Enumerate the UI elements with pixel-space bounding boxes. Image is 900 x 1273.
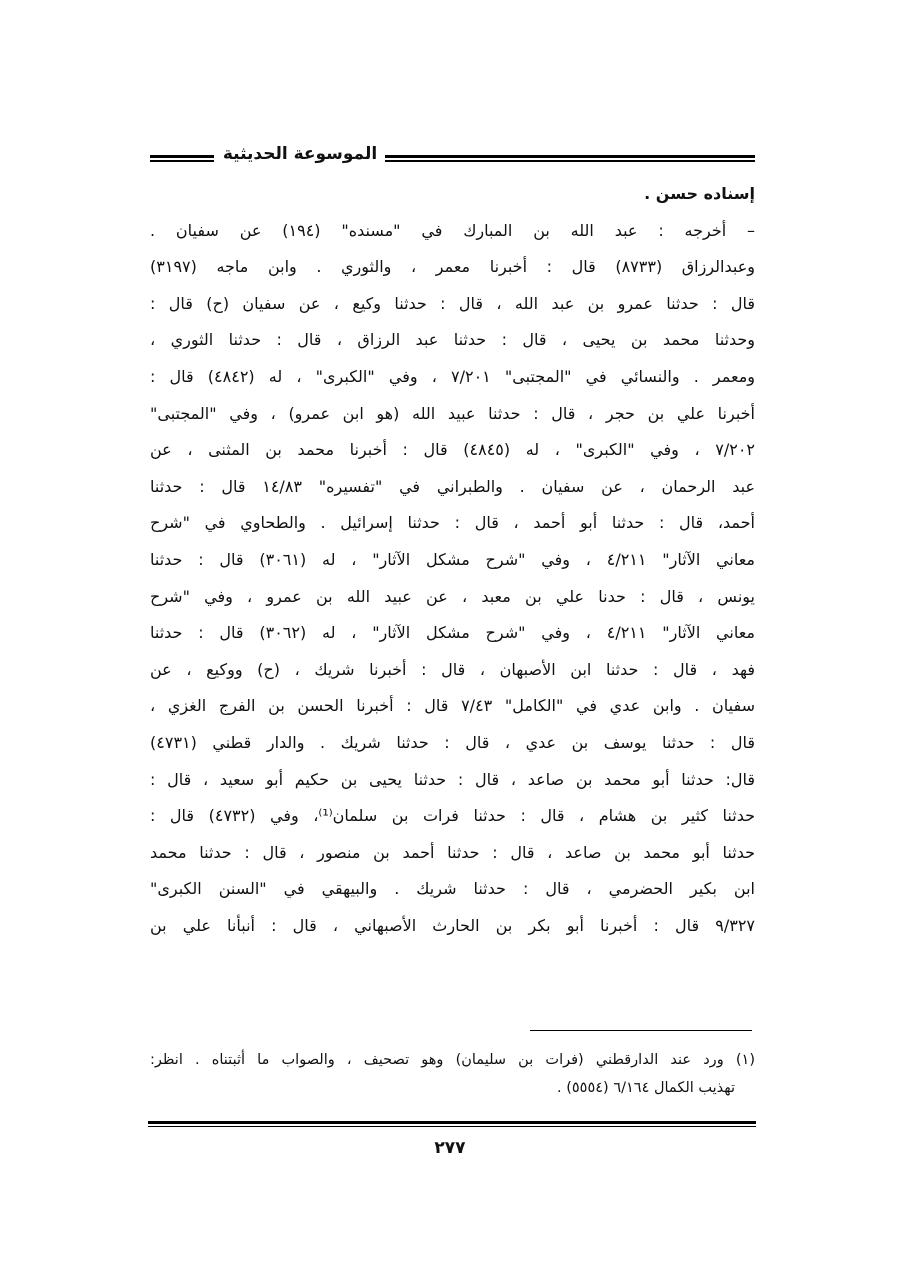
text-line: ومعمر . والنسائي في "المجتبى" ٧/٢٠١ ، وفي "الكبرى" ، له (٤٨٤٢) قال : — [150, 366, 756, 386]
text-line: عبد الرحمان ، عن سفيان . والطبراني في "تفسيره" ١٤/٨٣ قال : حدثنا — [150, 476, 755, 496]
text-line: ابن بكير الحضرمي ، قال : حدثنا شريك . والبيهقي في "السنن الكبرى" — [150, 879, 755, 899]
text-line: قال: حدثنا أبو محمد بن صاعد ، قال : حدثنا يحيى بن حكيم أبو سعيد ، قال : — [150, 769, 755, 789]
text-line: حدثنا كثير بن هشام ، قال : حدثنا فرات بن سلمان⁽¹⁾، وفي (٤٧٣٢) قال : — [150, 806, 755, 826]
footnote-separator — [530, 1030, 752, 1031]
text-line: ٧/٢٠٢ ، وفي "الكبرى" ، له (٤٨٤٥) قال : أخبرنا محمد بن المثنى ، عن — [150, 440, 755, 460]
text-line: قال : حدثنا يوسف بن عدي ، قال : حدثنا شريك . والدار قطني (٤٧٣١) — [150, 732, 755, 752]
footnote-line: تهذيب الكمال ٦/١٦٤ (٥٥٥٤) . — [557, 1080, 735, 1096]
text-line: – أخرجه : عبد الله بن المبارك في "مسنده" (١٩٤) عن سفيان . — [150, 220, 756, 240]
footer-rule — [148, 1121, 756, 1127]
text-line: أخبرنا علي بن حجر ، قال : حدثنا عبيد الله (هو ابن عمرو) ، وفي "المجتبى" — [150, 403, 755, 423]
text-line: أحمد، قال : حدثنا أبو أحمد ، قال : حدثنا إسرائيل . والطحاوي في "شرح — [150, 513, 755, 533]
text-line: معاني الآثار" ٤/٢١١ ، وفي "شرح مشكل الآثار" ، له (٣٠٦١) قال : حدثنا — [150, 549, 755, 569]
page-number: ٢٧٧ — [434, 1138, 466, 1158]
text-line: سفيان . وابن عدي في "الكامل" ٧/٤٣ قال : أخبرنا الحسن بن الفرج الغزي ، — [150, 696, 756, 716]
header-rule-left — [150, 155, 214, 162]
text-line: ٩/٣٢٧ قال : أخبرنا أبو بكر بن الحارث الأصبهاني ، قال : أنبأنا علي بن — [150, 915, 755, 935]
text-line: معاني الآثار" ٤/٢١١ ، وفي "شرح مشكل الآثار" ، له (٣٠٦٢) قال : حدثنا — [150, 623, 755, 643]
text-line: يونس ، قال : حدنا علي بن معبد ، عن عبيد الله بن عمرو ، وفي "شرح — [150, 586, 755, 606]
running-header — [150, 146, 755, 170]
text-line: فهد ، قال : حدثنا ابن الأصبهان ، قال : أخبرنا شريك ، (ح) ووكيع ، عن — [150, 659, 755, 679]
footnote-line: (١) ورد عند الدارقطني (فرات بن سليمان) وهو تصحيف ، والصواب ما أثبتناه . انظر: — [150, 1052, 755, 1068]
header-title: الموسوعة الحديثية — [222, 144, 378, 164]
footnotes — [150, 1046, 755, 1102]
text-line: وعبدالرزاق (٨٧٣٣) قال : أخبرنا معمر ، والثوري . وابن ماجه (٣١٩٧) — [150, 257, 755, 277]
text-line: وحدثنا محمد بن يحيى ، قال : حدثنا عبد الرزاق ، قال : حدثنا الثوري ، — [150, 330, 755, 350]
text-line: إسناده حسن . — [644, 184, 755, 203]
header-rule-right — [385, 155, 755, 162]
text-line: حدثنا أبو محمد بن صاعد ، قال : حدثنا أحمد بن منصور ، قال : حدثنا محمد — [150, 842, 755, 862]
main-text — [150, 176, 755, 944]
text-line: قال : حدثنا عمرو بن عبد الله ، قال : حدثنا وكيع ، عن سفيان (ح) قال : — [150, 293, 755, 313]
